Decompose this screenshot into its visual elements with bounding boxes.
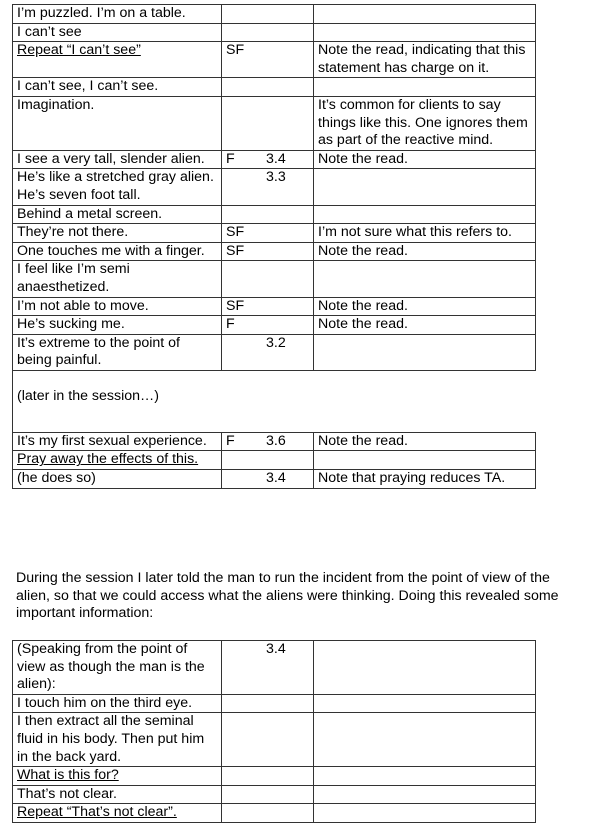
statement-text: He’s sucking me. bbox=[17, 316, 125, 333]
table-row bbox=[13, 205, 536, 224]
statement-text: I feel like I’m semi anaesthetized. bbox=[17, 261, 130, 295]
meter-read-code bbox=[226, 335, 266, 353]
read-cell bbox=[222, 451, 314, 470]
note-cell bbox=[314, 334, 536, 370]
table-row bbox=[13, 641, 536, 695]
statement-text: I can’t see bbox=[17, 23, 82, 40]
statement-cell bbox=[13, 785, 222, 804]
statement-text: It’s extreme to the point of being painful. bbox=[17, 334, 180, 369]
session-table-1 bbox=[12, 4, 536, 489]
read-cell bbox=[222, 694, 314, 713]
statement-cell bbox=[13, 713, 222, 767]
statement-text: I can’t see, I can’t see. bbox=[17, 78, 159, 95]
note-cell bbox=[314, 169, 536, 205]
read-cell bbox=[222, 767, 314, 786]
table-row bbox=[13, 694, 536, 713]
table-row bbox=[13, 297, 536, 316]
note-cell bbox=[314, 224, 536, 243]
meter-read-code: F bbox=[226, 432, 235, 449]
read-cell bbox=[222, 5, 314, 24]
statement-cell bbox=[13, 767, 222, 786]
statement-text: Imagination. bbox=[17, 96, 95, 113]
table-row bbox=[13, 316, 536, 335]
statement-cell bbox=[13, 224, 222, 243]
note-text: Note the read. bbox=[318, 242, 408, 259]
read-cell bbox=[222, 470, 314, 489]
read-cell bbox=[222, 316, 314, 335]
read-cell bbox=[222, 169, 314, 205]
table-row bbox=[13, 242, 536, 261]
statement-cell bbox=[13, 334, 222, 370]
statement-cell bbox=[13, 150, 222, 169]
note-cell bbox=[314, 785, 536, 804]
statement-cell bbox=[13, 261, 222, 297]
read-cell bbox=[222, 78, 314, 97]
note-cell bbox=[314, 78, 536, 97]
meter-read-code bbox=[226, 169, 266, 187]
table-row bbox=[13, 5, 536, 24]
table-row bbox=[13, 23, 536, 42]
read-cell bbox=[222, 297, 314, 316]
read-cell bbox=[222, 713, 314, 767]
statement-text: That’s not clear. bbox=[17, 785, 117, 802]
session-table-2-body bbox=[13, 641, 536, 823]
note-cell bbox=[314, 767, 536, 786]
note-cell bbox=[314, 261, 536, 297]
statement-cell bbox=[13, 316, 222, 335]
statement-text: Repeat “That’s not clear”. bbox=[17, 804, 177, 821]
read-cell bbox=[222, 804, 314, 823]
table-row bbox=[13, 42, 536, 78]
note-cell bbox=[314, 470, 536, 489]
table-row bbox=[13, 785, 536, 804]
table-row bbox=[13, 804, 536, 823]
statement-text: I then extract all the seminal fluid in his body. Then put him in the back yard. bbox=[17, 713, 205, 765]
table-row bbox=[13, 261, 536, 297]
note-cell bbox=[314, 316, 536, 335]
note-cell bbox=[314, 242, 536, 261]
meter-read-code: SF bbox=[226, 297, 245, 314]
statement-cell bbox=[13, 297, 222, 316]
statement-cell bbox=[13, 470, 222, 489]
statement-text: (he does so) bbox=[17, 470, 96, 487]
statement-cell bbox=[13, 5, 222, 24]
meter-read-code bbox=[226, 641, 266, 659]
read-cell bbox=[222, 96, 314, 150]
tone-arm-value: 3.4 bbox=[266, 470, 286, 487]
statement-cell bbox=[13, 451, 222, 470]
table-row bbox=[13, 470, 536, 489]
meter-read-code bbox=[226, 470, 266, 488]
statement-text: (Speaking from the point of view as though the man is the alien): bbox=[17, 641, 205, 693]
read-cell bbox=[222, 42, 314, 78]
statement-cell bbox=[13, 432, 222, 451]
read-cell bbox=[222, 224, 314, 243]
note-cell bbox=[314, 713, 536, 767]
note-cell bbox=[314, 804, 536, 823]
note-cell bbox=[314, 451, 536, 470]
note-cell bbox=[314, 5, 536, 24]
statement-cell bbox=[13, 169, 222, 205]
note-text: Note that praying reduces TA. bbox=[318, 470, 506, 487]
tone-arm-value: 3.6 bbox=[266, 432, 286, 449]
meter-read-code: SF bbox=[226, 224, 245, 241]
statement-cell bbox=[13, 694, 222, 713]
meter-read-code: SF bbox=[226, 42, 245, 59]
tone-arm-value: 3.4 bbox=[266, 150, 286, 167]
note-text: Note the read. bbox=[318, 316, 408, 333]
table-row bbox=[13, 451, 536, 470]
statement-text: Behind a metal screen. bbox=[17, 205, 163, 222]
read-cell bbox=[222, 242, 314, 261]
tone-arm-value: 3.2 bbox=[266, 334, 286, 351]
narrative-paragraph: During the session I later told the man to run the incident from the point of view of the alien, so that we could access what the aliens were thinking. Doing this revealed some important information: bbox=[16, 570, 559, 622]
table-row bbox=[13, 169, 536, 205]
statement-text: I’m puzzled. I’m on a table. bbox=[17, 5, 186, 21]
tone-arm-value: 3.3 bbox=[266, 169, 286, 186]
note-cell bbox=[314, 42, 536, 78]
statement-text: I’m not able to move. bbox=[17, 297, 149, 314]
statement-text: Repeat “I can’t see” bbox=[17, 42, 141, 59]
note-cell bbox=[314, 205, 536, 224]
statement-text: What is this for? bbox=[17, 767, 119, 784]
gap-cell bbox=[13, 370, 536, 432]
note-text: Note the read. bbox=[318, 297, 408, 314]
note-cell bbox=[314, 432, 536, 451]
note-cell bbox=[314, 23, 536, 42]
statement-cell bbox=[13, 23, 222, 42]
note-text: I’m not sure what this refers to. bbox=[318, 224, 512, 241]
statement-cell bbox=[13, 641, 222, 695]
statement-text: Pray away the effects of this. bbox=[17, 451, 199, 468]
statement-text: They’re not there. bbox=[17, 224, 129, 241]
note-cell bbox=[314, 297, 536, 316]
note-cell bbox=[314, 694, 536, 713]
meter-read-code: F bbox=[226, 150, 235, 167]
statement-cell bbox=[13, 804, 222, 823]
table-row bbox=[13, 78, 536, 97]
statement-text: He’s like a stretched gray alien. He’s seven foot tall. bbox=[17, 169, 214, 203]
session-table-2 bbox=[12, 640, 536, 823]
session-table-1-body bbox=[13, 5, 536, 489]
statement-text: I see a very tall, slender alien. bbox=[17, 150, 205, 167]
table-row bbox=[13, 224, 536, 243]
meter-read-code: SF bbox=[226, 242, 245, 259]
table-row bbox=[13, 432, 536, 451]
note-text: Note the read, indicating that this statement has charge on it. bbox=[318, 42, 526, 76]
note-text: Note the read. bbox=[318, 150, 408, 167]
read-cell bbox=[222, 432, 314, 451]
table-row bbox=[13, 767, 536, 786]
note-text: Note the read. bbox=[318, 432, 408, 449]
later-in-session-text: (later in the session…) bbox=[17, 387, 159, 404]
read-cell bbox=[222, 641, 314, 695]
meter-read-code: F bbox=[226, 316, 235, 333]
read-cell bbox=[222, 150, 314, 169]
statement-cell bbox=[13, 42, 222, 78]
statement-cell bbox=[13, 78, 222, 97]
statement-cell bbox=[13, 96, 222, 150]
read-cell bbox=[222, 785, 314, 804]
read-cell bbox=[222, 23, 314, 42]
note-cell bbox=[314, 641, 536, 695]
note-cell bbox=[314, 96, 536, 150]
note-text: It’s common for clients to say things like this. One ignores them as part of the reactive mind. bbox=[318, 96, 528, 149]
read-cell bbox=[222, 261, 314, 297]
table-row bbox=[13, 713, 536, 767]
statement-cell bbox=[13, 242, 222, 261]
statement-text: It’s my first sexual experience. bbox=[17, 432, 207, 449]
table-row bbox=[13, 96, 536, 150]
table-row bbox=[13, 150, 536, 169]
statement-text: I touch him on the third eye. bbox=[17, 694, 193, 711]
read-cell bbox=[222, 205, 314, 224]
statement-text: One touches me with a finger. bbox=[17, 242, 205, 259]
read-cell bbox=[222, 334, 314, 370]
note-cell bbox=[314, 150, 536, 169]
tone-arm-value: 3.4 bbox=[266, 641, 286, 657]
table-row bbox=[13, 334, 536, 370]
gap-row bbox=[13, 370, 536, 432]
statement-cell bbox=[13, 205, 222, 224]
